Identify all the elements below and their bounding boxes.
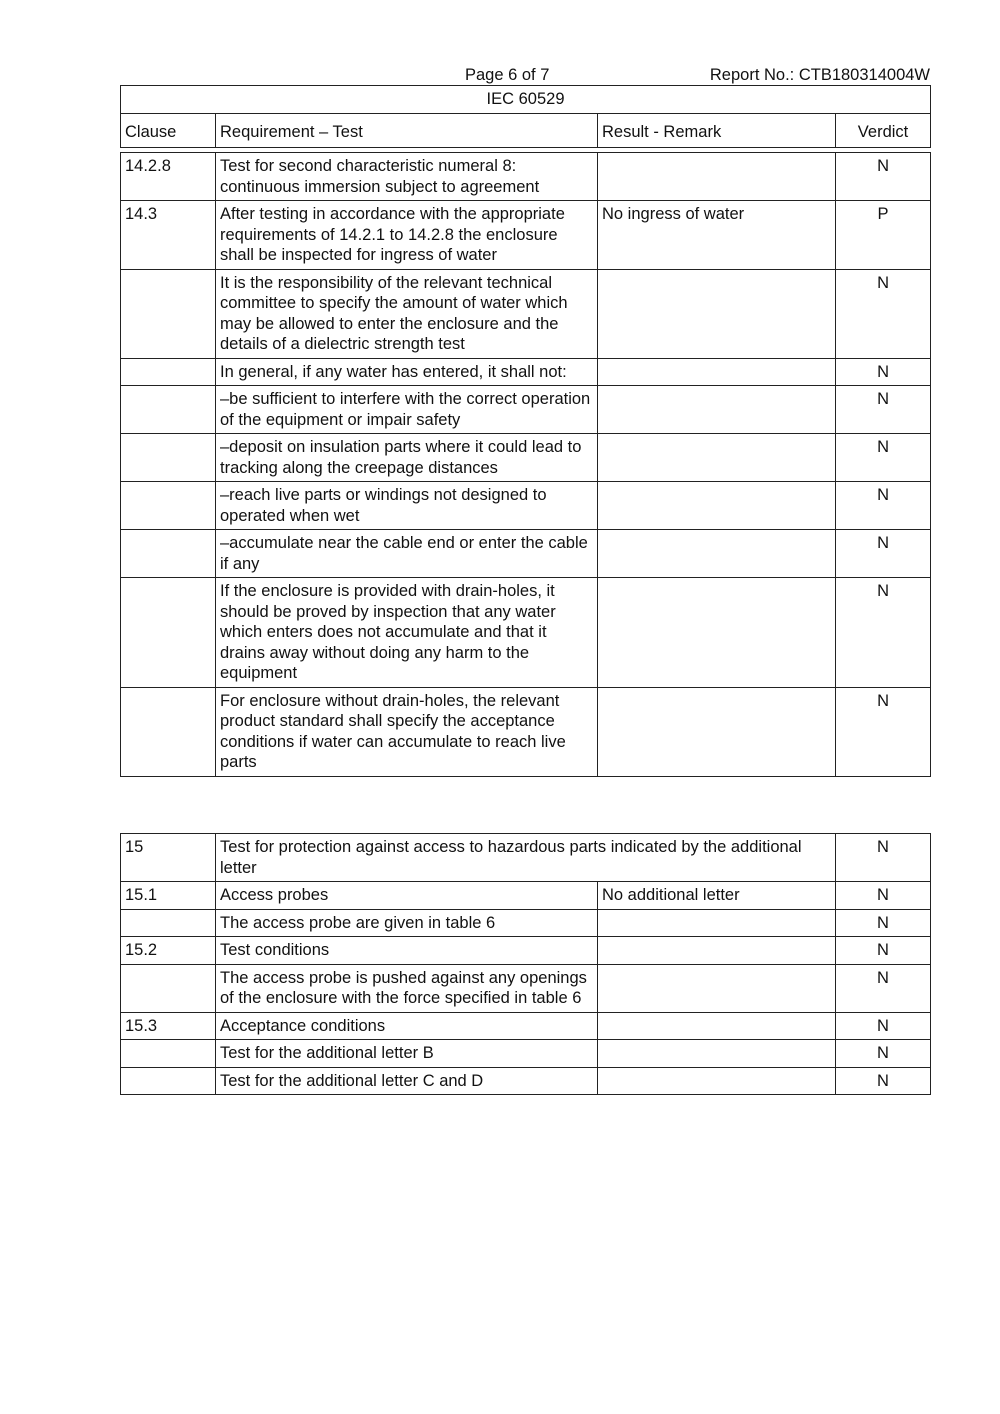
requirement-cell: After testing in accordance with the appropriate requirements of 14.2.1 to 14.2.8 the enclosure shall be inspected for ingress of water [216, 201, 598, 270]
result-cell [598, 937, 836, 965]
clause-cell: 14.3 [121, 201, 216, 270]
requirement-cell: For enclosure without drain-holes, the relevant product standard shall specify the acceptance conditions if water can accumulate to reach live parts [216, 687, 598, 776]
table-row [121, 964, 931, 1012]
clause-cell [121, 269, 216, 358]
verdict-cell: N [836, 434, 931, 482]
test-table-15 [120, 833, 931, 1095]
result-cell [598, 482, 836, 530]
requirement-cell: –reach live parts or windings not designed to operated when wet [216, 482, 598, 530]
table-row [121, 153, 931, 201]
verdict-cell: N [836, 1040, 931, 1068]
column-header-row [121, 113, 931, 148]
column-header-requirement: Requirement – Test [216, 113, 598, 148]
verdict-cell: N [836, 964, 931, 1012]
clause-cell: 15.3 [121, 1012, 216, 1040]
table-row [121, 434, 931, 482]
requirement-cell: Test for the additional letter B [216, 1040, 598, 1068]
clause-cell [121, 1040, 216, 1068]
result-cell [598, 530, 836, 578]
result-cell: No ingress of water [598, 201, 836, 270]
verdict-cell: N [836, 358, 931, 386]
requirement-cell: The access probe are given in table 6 [216, 909, 598, 937]
clause-cell [121, 482, 216, 530]
column-header-result: Result - Remark [598, 113, 836, 148]
table-row [121, 578, 931, 688]
section-row [121, 834, 931, 882]
clause-cell [121, 358, 216, 386]
clause-cell [121, 909, 216, 937]
requirement-cell: Test for the additional letter C and D [216, 1067, 598, 1095]
requirement-cell: Test conditions [216, 937, 598, 965]
requirement-cell: It is the responsibility of the relevant technical committee to specify the amount of water which may be allowed to enter the enclosure and the details of a dielectric strength test [216, 269, 598, 358]
clause-cell [121, 964, 216, 1012]
standard-row [121, 86, 931, 114]
table-row [121, 201, 931, 270]
result-cell [598, 687, 836, 776]
requirement-cell: The access probe is pushed against any openings of the enclosure with the force specified in table 6 [216, 964, 598, 1012]
report-number: Report No.: CTB180314004W [709, 66, 930, 84]
page-header [120, 66, 930, 86]
table-row [121, 482, 931, 530]
column-header-clause: Clause [121, 113, 216, 148]
clause-cell [121, 434, 216, 482]
requirement-cell: Test for second characteristic numeral 8: continuous immersion subject to agreement [216, 153, 598, 201]
result-cell [598, 964, 836, 1012]
verdict-cell: N [836, 1067, 931, 1095]
clause-cell: 15 [121, 834, 216, 882]
result-cell [598, 909, 836, 937]
column-header-verdict: Verdict [836, 113, 931, 148]
page-number: Page 6 of 7 [465, 66, 550, 84]
clause-cell [121, 687, 216, 776]
result-cell [598, 358, 836, 386]
table-row [121, 530, 931, 578]
requirement-cell: In general, if any water has entered, it shall not: [216, 358, 598, 386]
clause-cell: 15.1 [121, 882, 216, 910]
verdict-cell: N [836, 882, 931, 910]
table-row [121, 358, 931, 386]
table-row [121, 909, 931, 937]
result-cell: No additional letter [598, 882, 836, 910]
table-row [121, 1040, 931, 1068]
table-row [121, 269, 931, 358]
requirement-cell: Test for protection against access to hazardous parts indicated by the additional letter [216, 834, 836, 882]
verdict-cell: P [836, 201, 931, 270]
verdict-cell: N [836, 687, 931, 776]
requirement-cell: Access probes [216, 882, 598, 910]
clause-cell: 14.2.8 [121, 153, 216, 201]
result-cell [598, 434, 836, 482]
requirement-cell: –be sufficient to interfere with the correct operation of the equipment or impair safety [216, 386, 598, 434]
verdict-cell: N [836, 909, 931, 937]
verdict-cell: N [836, 269, 931, 358]
clause-cell [121, 1067, 216, 1095]
result-cell [598, 153, 836, 201]
table-row [121, 882, 931, 910]
result-cell [598, 269, 836, 358]
table-row [121, 1067, 931, 1095]
test-table-14 [120, 85, 931, 777]
table-row [121, 1012, 931, 1040]
verdict-cell: N [836, 153, 931, 201]
verdict-cell: N [836, 1012, 931, 1040]
result-cell [598, 1067, 836, 1095]
requirement-cell: If the enclosure is provided with drain-holes, it should be proved by inspection that any water which enters does not accumulate and that it drains away without doing any harm to the equipment [216, 578, 598, 688]
verdict-cell: N [836, 482, 931, 530]
table-row [121, 687, 931, 776]
verdict-cell: N [836, 578, 931, 688]
requirement-cell: –deposit on insulation parts where it could lead to tracking along the creepage distances [216, 434, 598, 482]
clause-cell [121, 578, 216, 688]
table-row [121, 386, 931, 434]
verdict-cell: N [836, 530, 931, 578]
clause-cell [121, 530, 216, 578]
result-cell [598, 578, 836, 688]
requirement-cell: Acceptance conditions [216, 1012, 598, 1040]
verdict-cell: N [836, 937, 931, 965]
clause-cell: 15.2 [121, 937, 216, 965]
table-row [121, 937, 931, 965]
verdict-cell: N [836, 834, 931, 882]
result-cell [598, 1012, 836, 1040]
result-cell [598, 386, 836, 434]
result-cell [598, 1040, 836, 1068]
standard-title: IEC 60529 [121, 86, 931, 114]
requirement-cell: –accumulate near the cable end or enter the cable if any [216, 530, 598, 578]
verdict-cell: N [836, 386, 931, 434]
clause-cell [121, 386, 216, 434]
